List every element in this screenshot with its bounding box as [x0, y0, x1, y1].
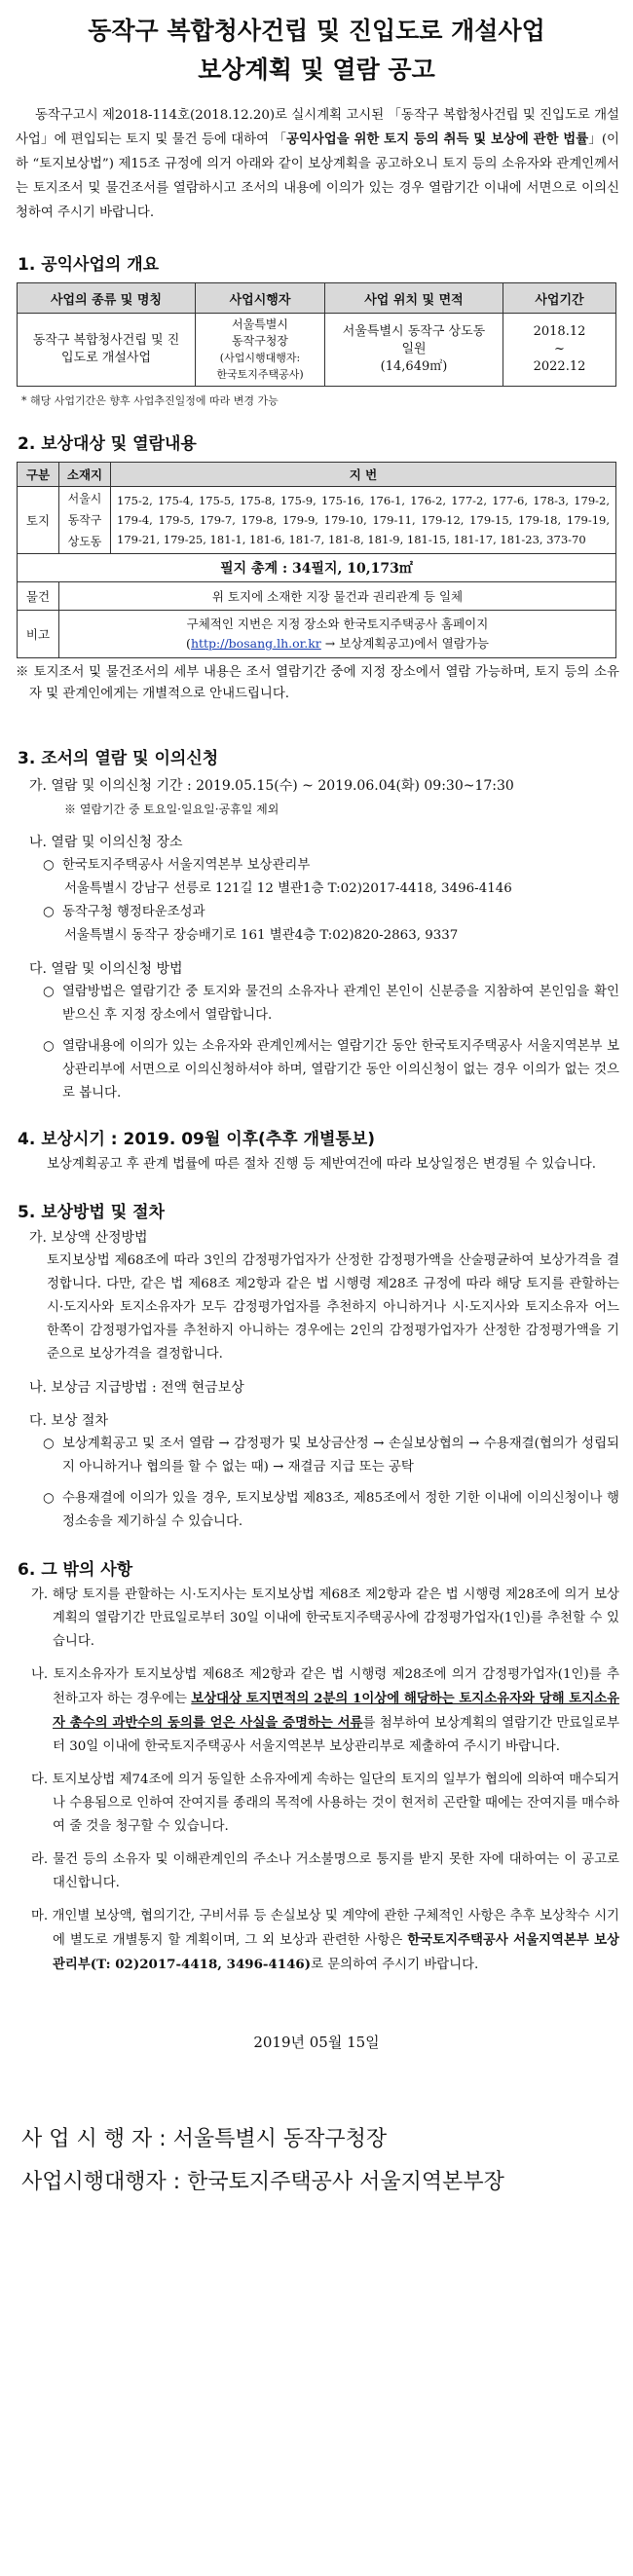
proc-1 — [43, 1433, 619, 1479]
operator-line-2: 동작구청장 — [232, 334, 288, 348]
circle-bullet-icon: ○ — [43, 905, 55, 919]
section-5-proc-heading: 다. 보상 절차 — [29, 1413, 108, 1429]
remark-text-1: 구체적인 지번은 지정 장소와 한국토지주택공사 홈페이지 — [186, 616, 489, 631]
section-3-period: 가. 열람 및 이의신청 기간 : 2019.05.15(수) ~ 2019.06.04(화) 09:30~17:30 — [29, 778, 514, 794]
remark-text-2: (http://bosang.lh.or.kr → 보상계획공고)에서 열람가능 — [186, 636, 489, 651]
place-2-address: 서울특별시 동작구 장승배기로 161 별관4층 T:02)820-2863, 9337 — [64, 928, 459, 943]
notice-date: 2019년 05월 15일 — [253, 2034, 380, 2051]
header-location: 사업 위치 및 면적 — [325, 283, 503, 314]
location-cell — [325, 314, 503, 387]
footer-operator: 사 업 시 행 자 : 서울특별시 동작구청장 — [21, 2127, 388, 2151]
project-name-cell: 동작구 복합청사건립 및 진입도로 개설사업 — [18, 314, 196, 387]
location-line-2: 일원 — [401, 342, 427, 356]
proc-1-text: 보상계획공고 및 조서 열람 → 감정평가 및 보상금산정 → 손실보상협의 → 수용재결(협의가 성립되지 아니하거나 협의를 할 수 없는 때) → 재결금 지급 또는 공탁 — [62, 1437, 619, 1475]
proc-2 — [43, 1487, 619, 1534]
operator-cell — [196, 314, 325, 387]
section-1-note: * 해당 사업기간은 향후 사업추진일정에 따라 변경 가능 — [21, 394, 279, 407]
header-address: 소재지 — [59, 463, 111, 487]
operator-line-3: (사업시행대행자: — [219, 352, 301, 364]
section-1-heading: 1. 공익사업의 개요 — [18, 255, 160, 275]
intro-text-1: 동작구고시 제2018-114호(2018.12.20)로 실시계획 고시된 「동작구 복합청사건립 및 진입도로 개설사업」에 편입되는 토지 및 물건 등에 대하여 「 — [16, 108, 619, 147]
method-2-text: 열람내용에 이의가 있는 소유자와 관계인께서는 열람기간 동안 한국토지주택공사 서울지역본부 보상관리부에 서면으로 이의신청하셔야 하며, 열람기간 동안 이의신청이 없는 경우 이의가 없는 것으로 봅니다. — [62, 1039, 619, 1101]
circle-bullet-icon: ○ — [43, 985, 55, 999]
section-6-ga: 가. 해당 토지를 관할하는 시·도지사는 토지보상법 제68조 제2항과 같은 법 시행령 제28조에 의거 보상계획의 열람기간 만료일로부터 30일 이내에 한국토지주택공사에 감정평가업자(1인)를 추천할 수 있습니다. — [31, 1587, 619, 1649]
title-line-2: 보상계획 및 열람 공고 — [198, 56, 435, 84]
place-1-title: 한국토지주택공사 서울지역본부 보상관리부 — [62, 858, 311, 873]
address-line-3: 상도동 — [67, 535, 102, 548]
goods-text: 위 토지에 소재한 지장 물건과 권리관계 등 일체 — [59, 582, 616, 611]
section-6-heading: 6. 그 밖의 사항 — [18, 1560, 133, 1580]
section-3-heading: 3. 조서의 열람 및 이의신청 — [18, 749, 219, 768]
section-2-note: ※ 토지조서 및 물건조서의 세부 내용은 조서 열람기간 중에 지정 장소에서 열람 가능하며, 토지 등의 소유자 및 관계인에게는 개별적으로 안내드립니다. — [16, 665, 619, 701]
place-2 — [43, 901, 619, 924]
header-operator: 사업시행자 — [196, 283, 325, 314]
intro-text-2: 」(이하 “토지보상법”) 제15조 규정에 의거 아래와 같이 보상계획을 공고하오니 토지 등의 소유자와 관계인께서는 토지조서 및 물건조서를 열람하시고 조서의 내용에 이의가 있는 경우 열람기간 이내에 서면으로 이의신청하여 주시기 바랍니다. — [16, 132, 619, 220]
section-6-na-required-docs: 보상대상 토지면적의 2분의 1이상에 해당하는 토지소유자와 당해 토지소유자 총수의 과반수의 동의를 얻은 사실을 증명하는 서류 — [53, 1691, 620, 1731]
section-6-ra: 라. 물건 등의 소유자 및 이해관계인의 주소나 거소불명으로 통지를 받지 못한 자에 대하여는 이 공고로 대신합니다. — [31, 1852, 619, 1890]
project-overview-table — [17, 282, 616, 387]
header-category: 구분 — [18, 463, 59, 487]
remark-label: 비고 — [18, 611, 59, 658]
period-cell — [503, 314, 616, 387]
method-1 — [43, 981, 619, 1027]
circle-bullet-icon: ○ — [43, 858, 55, 873]
section-3-period-note: ※ 열람기간 중 토요일·일요일·공휴일 제외 — [64, 803, 279, 816]
circle-bullet-icon: ○ — [43, 1039, 55, 1054]
place-1-address: 서울특별시 강남구 선릉로 121길 12 별관1층 T:02)2017-4418, 3496-4146 — [64, 881, 512, 896]
place-1 — [43, 854, 619, 877]
remark-cell — [59, 611, 616, 658]
section-4-text: 보상계획공고 후 관계 법률에 따른 절차 진행 등 제반여건에 따라 보상일정은 변경될 수 있습니다. — [47, 1157, 597, 1172]
period-end: 2022.12 — [533, 359, 586, 374]
section-2-heading: 2. 보상대상 및 열람내용 — [18, 434, 197, 454]
land-address — [59, 487, 111, 554]
section-5-payment: 나. 보상금 지급방법 : 전액 현금보상 — [29, 1380, 244, 1396]
circle-bullet-icon: ○ — [43, 1437, 55, 1451]
land-label: 토지 — [18, 487, 59, 554]
section-6-na-post: 를 첨부하여 보상계획의 열람기간 만료일로부터 30일 이내에 한국토지주택공사 서울지역본부 보상관리부로 제출하여 주시기 바랍니다. — [53, 1716, 620, 1754]
compensation-target-table — [17, 462, 616, 658]
section-6-ma-post: 로 문의하여 주시기 바랍니다. — [311, 1958, 479, 1972]
method-1-text: 열람방법은 열람기간 중 토지와 물건의 소유자나 관계인 본인이 신분증을 지참하여 본인임을 확인받으신 후 지정 장소에서 열람합니다. — [62, 985, 619, 1023]
section-3-method-heading: 다. 열람 및 이의신청 방법 — [29, 961, 183, 977]
section-5-heading: 5. 보상방법 및 절차 — [18, 1203, 165, 1222]
address-line-2: 동작구 — [67, 513, 102, 527]
header-project-name: 사업의 종류 및 명칭 — [18, 283, 196, 314]
place-2-title: 동작구청 행정타운조성과 — [62, 905, 205, 919]
proc-2-text: 수용재결에 이의가 있을 경우, 토지보상법 제83조, 제85조에서 정한 기한 이내에 이의신청이나 행정소송을 제기하실 수 있습니다. — [62, 1491, 619, 1529]
remark-text-2-tail: → 보상계획공고)에서 열람가능 — [324, 636, 489, 651]
section-6-ma — [31, 1905, 619, 1977]
section-5-calc-text: 토지보상법 제68조에 따라 3인의 감정평가업자가 산정한 감정평가액을 산술평균하여 보상가격을 결정합니다. 다만, 같은 법 제68조 제2항과 같은 법 시행령 제28조 규정에 따라 해당 토지를 관할하는 시·도지사와 토지소유자가 모두 감정평가업자를 추천하지 아니하거나 시·도지사와 토지소유자 어느 한쪽이 감정평가업자를 추천하지 아니하는 경우에는 2인의 감정평가업자가 산정한 감정평가액을 기준으로 보상가격을 결정합니다. — [47, 1253, 619, 1362]
operator-line-4: 한국토지주택공사) — [216, 368, 304, 381]
lh-homepage-link[interactable]: http://bosang.lh.or.kr — [190, 636, 321, 651]
header-lot-number: 지 번 — [111, 463, 616, 487]
operator-line-1: 서울특별시 — [232, 317, 288, 331]
section-6-na-pre: 나. 토지소유자가 토지보상법 제68조 제2항과 같은 법 시행령 제28조에 의거 감정평가업자(1인)를 추천하고자 하는 경우에는 — [31, 1667, 619, 1706]
period-start: 2018.12 — [533, 324, 586, 339]
location-line-3: (14,649㎡) — [380, 359, 448, 374]
title-line-1: 동작구 복합청사건립 및 진입도로 개설사업 — [88, 17, 545, 45]
section-6-da: 다. 토지보상법 제74조에 의거 동일한 소유자에게 속하는 일단의 토지의 일부가 협의에 의하여 매수되거나 수용됨으로 인하여 잔여지를 종래의 목적에 사용하는 것이 현저히 곤란할 때에는 잔여지를 매수하여 줄 것을 청구할 수 있습니다. — [31, 1773, 619, 1834]
footer-agent: 사업시행대행자 : 한국토지주택공사 서울지역본부장 — [21, 2170, 504, 2194]
location-line-1: 서울특별시 동작구 상도동 — [342, 324, 486, 339]
circle-bullet-icon: ○ — [43, 1491, 55, 1506]
goods-label: 물건 — [18, 582, 59, 611]
lot-total: 필지 총계 : 34필지, 10,173㎡ — [18, 554, 616, 582]
section-5-calc-heading: 가. 보상액 산정방법 — [29, 1230, 148, 1246]
section-6-ma-contact: 한국토지주택공사 서울지역본부 보상관리부(T: 02)2017-4418, 3496-4146) — [53, 1932, 619, 1972]
method-2 — [43, 1035, 619, 1105]
lot-numbers: 175-2, 175-4, 175-5, 175-8, 175-9, 175-16, 176-1, 176-2, 177-2, 177-6, 178-3, 179-2, 179-4, 179-5, 179-7, 179-8, 179-9, 179-10, 179-11, 179-12, 179-15, 179-18, 179-19, 179-21, 179-25, 181-1, 181-6, 181-7, 181-8, 181-9, 181-15, 181-17, 181-23, 373-70 — [111, 487, 616, 554]
section-4-heading: 4. 보상시기 : 2019. 09월 이후(추후 개별통보) — [18, 1130, 376, 1149]
period-tilde: ~ — [554, 342, 565, 356]
intro-law-name: 공익사업을 위한 토지 등의 취득 및 보상에 관한 법률 — [285, 131, 589, 147]
section-6-na — [31, 1663, 620, 1759]
section-3-place-heading: 나. 열람 및 이의신청 장소 — [29, 835, 183, 850]
intro-paragraph — [16, 103, 619, 225]
header-period: 사업기간 — [503, 283, 616, 314]
section-6-ma-pre: 마. 개인별 보상액, 협의기간, 구비서류 등 손실보상 및 계약에 관한 구체적인 사항은 추후 보상착수 시기에 별도로 개별통지 할 계획이며, 그 외 보상과 관련한 사항은 — [31, 1909, 619, 1948]
address-line-1: 서울시 — [67, 492, 102, 505]
